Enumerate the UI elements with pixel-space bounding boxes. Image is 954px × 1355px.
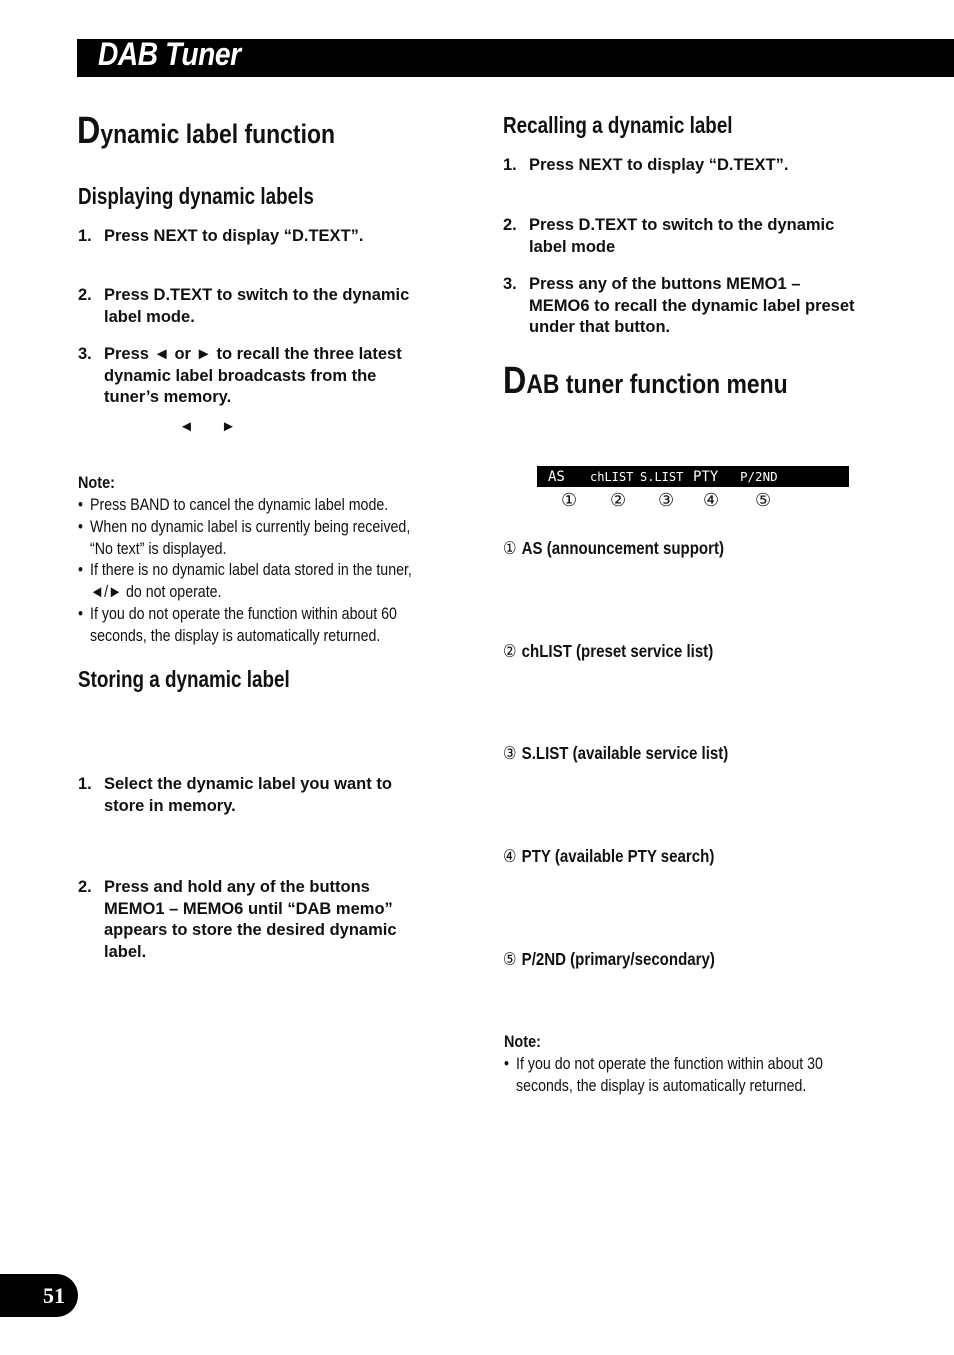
display-marker-3: ③ (658, 490, 675, 511)
menu-item-chlist: ② chLIST (preset service list) (503, 641, 714, 662)
menu-item-slist: ③ S.LIST (available service list) (503, 743, 729, 764)
recalling-step-3: 3. Press any of the buttons MEMO1 – MEMO6 to recall the dynamic label preset under that button. (503, 275, 855, 336)
page-header-title: DAB Tuner (98, 36, 241, 72)
recalling-step-1: 1. Press NEXT to display “D.TEXT”. (503, 156, 789, 174)
storing-step-2: 2. Press and hold any of the buttons MEMO1 – MEMO6 until “DAB memo” appears to store the desired dynamic label. (78, 878, 397, 961)
display-marker-5: ⑤ (755, 490, 772, 511)
right-arrow-icon: ► (221, 418, 236, 435)
displaying-step-2: 2. Press D.TEXT to switch to the dynamic label mode. (78, 286, 410, 326)
page-number-badge (0, 1274, 78, 1317)
note-list-right (504, 1054, 882, 1098)
note-item: • If there is no dynamic label data stored in the tuner, ◄/► do not operate. (78, 561, 412, 602)
left-arrow-icon: ◄ (179, 418, 194, 435)
menu-item-pty: ④ PTY (available PTY search) (503, 846, 715, 867)
note-item: • When no dynamic label is currently being received, “No text” is displayed. (78, 517, 411, 558)
display-marker-1: ① (561, 490, 578, 511)
page-number: 51 (43, 1283, 65, 1308)
displaying-step-3: 3. Press ◄ or ► to recall the three latest dynamic label broadcasts from the tuner’s memory. (78, 345, 402, 406)
display-item-chlist: chLIST (590, 470, 634, 484)
recalling-step-2: 2. Press D.TEXT to switch to the dynamic label mode (503, 216, 835, 256)
display-item-slist: S.LIST (640, 470, 684, 484)
note-item: • If you do not operate the function within about 60 seconds, the display is automatically returned. (78, 604, 397, 645)
display-item-p2nd: P/2ND (740, 469, 778, 484)
section-title-dynamic-label: Dynamic label function (77, 110, 335, 152)
section-title-dab-tuner-menu: DAB tuner function menu (503, 360, 788, 402)
storing-step-1: 1. Select the dynamic label you want to store in memory. (78, 775, 392, 815)
note-title-right: Note: (504, 1032, 541, 1051)
displaying-step-1: 1. Press NEXT to display “D.TEXT”. (78, 227, 364, 245)
display-marker-2: ② (610, 490, 627, 511)
menu-item-as: ① AS (announcement support) (503, 538, 725, 559)
note-list-left (78, 495, 465, 648)
heading-recalling-dynamic-label: Recalling a dynamic label (503, 112, 733, 138)
note-item: • Press BAND to cancel the dynamic label mode. (78, 496, 389, 514)
note-item: • If you do not operate the function within about 30 seconds, the display is automatically returned. (504, 1055, 823, 1095)
heading-displaying-dynamic-labels: Displaying dynamic labels (78, 183, 314, 209)
heading-storing-dynamic-label: Storing a dynamic label (78, 666, 290, 692)
display-item-as: AS (548, 469, 565, 485)
display-marker-4: ④ (703, 490, 720, 511)
menu-item-p2nd: ⑤ P/2ND (primary/secondary) (503, 949, 715, 970)
note-title-left: Note: (78, 473, 115, 492)
display-item-pty: PTY (693, 469, 719, 485)
